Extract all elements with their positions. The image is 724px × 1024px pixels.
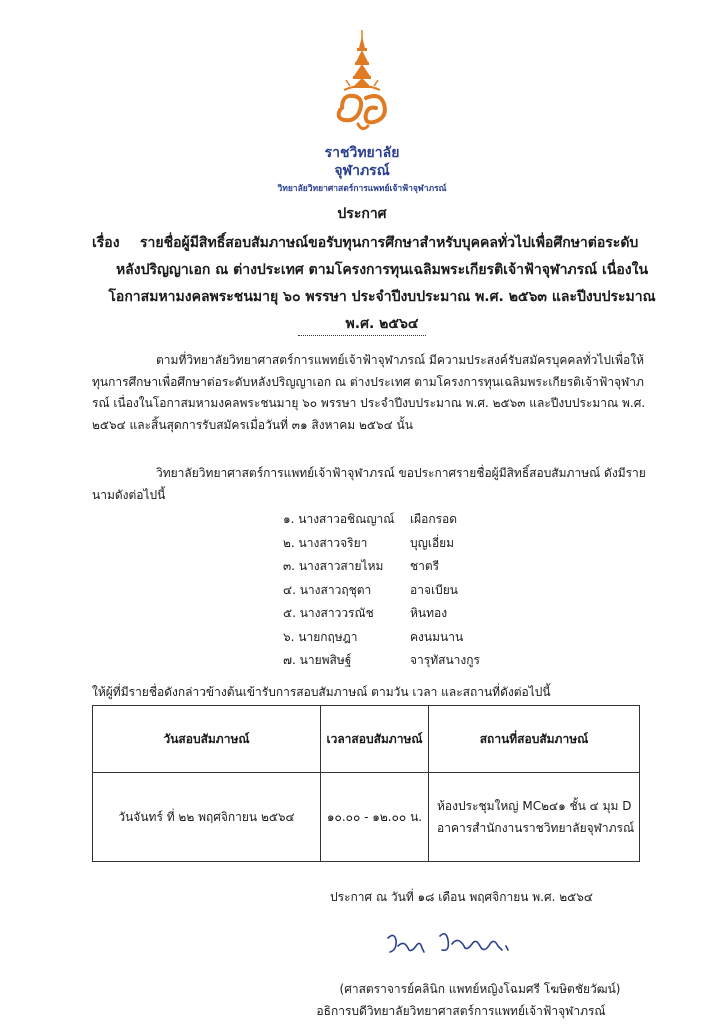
header-time: เวลาสอบสัมภาษณ์ (321, 706, 429, 773)
subject-block (92, 230, 672, 338)
candidate-first-name: ๔. นางสาวฤชุตา (283, 582, 372, 597)
logo-subtitle: วิทยาลัยวิทยาศาสตร์การแพทย์เจ้าฟ้าจุฬาภรณ์ (277, 184, 447, 194)
paragraph-line: นามดังต่อไปนี้ (92, 487, 166, 502)
candidate-last-name: บุญเอี่ยม (410, 535, 455, 550)
subject-text: รายชื่อผู้มีสิทธิ์สอบสัมภาษณ์ขอรับทุนการศึกษาสำหรับบุคคลทั่วไปเพื่อศึกษาต่อระดับ (140, 235, 639, 251)
candidate-first-name: ๓. นางสาวสายไหม (283, 559, 384, 573)
list-item (283, 555, 480, 579)
candidate-list (283, 508, 480, 673)
subject-line: โอกาสมหามงคลพระชนมายุ ๖๐ พรรษา ประจำปีงบประมาณ พ.ศ. ๒๕๖๓ และปีงบประมาณ (108, 289, 656, 305)
candidate-last-name: อาจเบียน (410, 582, 458, 597)
list-item (283, 602, 480, 626)
subject-line: หลังปริญญาเอก ณ ต่างประเทศ ตามโครงการทุนเฉลิมพระเกียรติเจ้าฟ้าจุฬาภรณ์ เนื่องใน (115, 262, 649, 278)
list-item (283, 626, 480, 650)
paragraph-2 (92, 463, 670, 506)
candidate-first-name: ๑. นางสาวอชิณญาณ์ (283, 512, 395, 526)
subject-line (92, 230, 672, 257)
signer-position: อธิการบดีวิทยาลัยวิทยาศาสตร์การแพทย์เจ้าฟ้าจุฬาภรณ์ (316, 1004, 606, 1018)
list-item (283, 532, 480, 556)
candidate-last-name: เผือกรอด (410, 512, 458, 526)
interview-schedule-table (92, 705, 640, 862)
cell-time: ๑๐.๐๐ - ๑๒.๐๐ น. (321, 773, 429, 862)
paragraph-1 (92, 350, 670, 436)
list-item (283, 649, 480, 673)
table-header-row (93, 706, 640, 773)
cell-date: วันจันทร์ ที่ ๒๒ พฤศจิกายน ๒๕๖๔ (93, 773, 321, 862)
subject-line: พ.ศ. ๒๕๖๔ (345, 316, 419, 332)
handwritten-signature-icon (380, 926, 530, 962)
candidate-last-name: ชาตรี (410, 559, 440, 573)
cell-location (429, 773, 640, 862)
royal-crown-emblem-icon (322, 28, 402, 138)
candidate-first-name: ๗. นายพสิษฐ์ (283, 653, 352, 667)
location-line: อาคารสำนักงานราชวิทยาลัยจุฬาภรณ์ (437, 821, 635, 835)
location-line: ห้องประชุมใหญ่ MC๒๔๑ ชั้น ๔ มุม D (437, 799, 632, 813)
table-row (93, 773, 640, 862)
logo (0, 28, 724, 138)
table-intro: ให้ผู้ที่มีรายชื่อดังกล่าวข้างต้นเข้ารับการสอบสัมภาษณ์ ตามวัน เวลา และสถานที่ดังต่อไปนี้ (92, 685, 551, 699)
candidate-last-name: คงนมนาน (410, 629, 464, 644)
candidate-last-name: หินทอง (410, 606, 448, 620)
dotted-divider (298, 335, 426, 336)
candidate-last-name: จารุทัสนางกูร (410, 653, 480, 667)
document-type: ประกาศ (337, 206, 387, 222)
candidate-first-name: ๕. นางสาววรณัช (283, 606, 374, 620)
list-item (283, 508, 480, 532)
paragraph-line: รณ์ เนื่องในโอกาสมหามงคลพระชนมายุ ๖๐ พรรษา ประจำปีงบประมาณ พ.ศ. ๒๕๖๓ และปีงบประมาณ พ.ศ. (92, 396, 646, 410)
header-date: วันสอบสัมภาษณ์ (93, 706, 321, 773)
candidate-first-name: ๖. นายกฤษฎา (283, 629, 358, 644)
paragraph-line: วิทยาลัยวิทยาศาสตร์การแพทย์เจ้าฟ้าจุฬาภรณ์ ขอประกาศรายชื่อผู้มีสิทธิ์สอบสัมภาษณ์ ดังมีราย (156, 466, 646, 480)
header-location: สถานที่สอบสัมภาษณ์ (429, 706, 640, 773)
announcement-date: ประกาศ ณ วันที่ ๑๘ เดือน พฤศจิกายน พ.ศ. ๒๕๖๔ (330, 890, 593, 904)
paragraph-line: ตามที่วิทยาลัยวิทยาศาสตร์การแพทย์เจ้าฟ้าจุฬาภรณ์ มีความประสงค์รับสมัครบุคคลทั่วไปเพื่อให้ (156, 353, 645, 367)
logo-name-line2: จุฬาภรณ์ (334, 163, 390, 179)
candidate-first-name: ๒. นางสาวจริยา (283, 535, 368, 550)
logo-name-line1: ราชวิทยาลัย (324, 145, 400, 161)
list-item (283, 579, 480, 603)
signer-name: (ศาสตราจารย์คลินิก แพทย์หญิงโฉมศรี โฆษิตชัยวัฒน์) (339, 982, 621, 996)
paragraph-line: ทุนการศึกษาเพื่อศึกษาต่อระดับหลังปริญญาเอก ณ ต่างประเทศ ตามโครงการทุนเฉลิมพระเกียรติเจ้าฟ้าจุฬาภ (92, 374, 644, 389)
subject-label: เรื่อง (92, 235, 120, 251)
paragraph-line: ๒๕๖๔ และสิ้นสุดการรับสมัครเมื่อวันที่ ๓๑ สิงหาคม ๒๕๖๔ นั้น (92, 417, 413, 432)
